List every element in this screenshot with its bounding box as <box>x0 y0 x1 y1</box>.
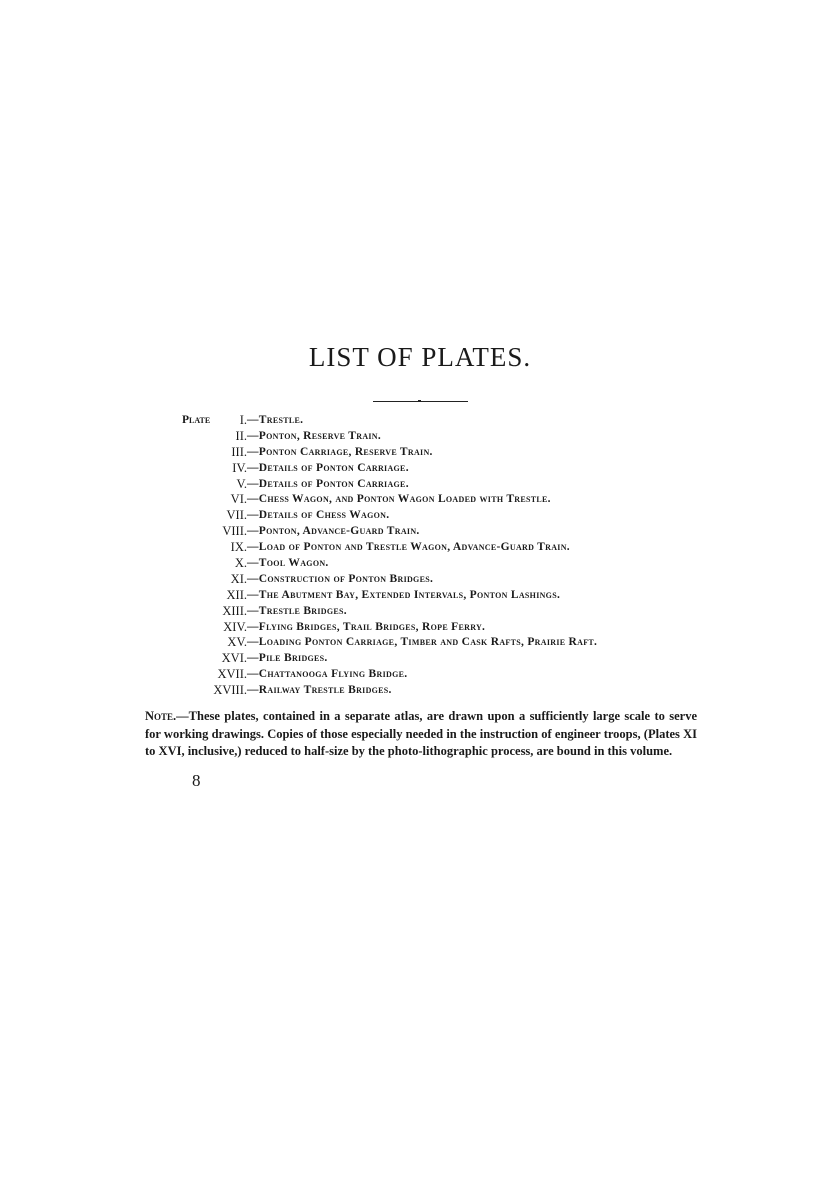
plate-entry <box>0 508 840 524</box>
plate-title: —Flying Bridges, Trail Bridges, Rope Ferry. <box>247 620 486 633</box>
plate-number: IV. <box>232 460 247 475</box>
page-number: 8 <box>192 771 201 790</box>
plate-entry <box>0 445 840 461</box>
plate-entry <box>0 620 840 636</box>
plate-title: —Details of Chess Wagon. <box>247 509 390 522</box>
plate-number: VII. <box>226 508 247 523</box>
plate-entry <box>0 556 840 572</box>
plate-title: —Tool Wagon. <box>247 557 329 570</box>
plate-number: III. <box>231 444 247 459</box>
plate-entry <box>0 651 840 667</box>
plate-title: —Construction of Ponton Bridges. <box>247 572 434 585</box>
plate-entry <box>0 413 840 429</box>
plate-title: —Details of Ponton Carriage. <box>247 461 409 474</box>
plate-entry <box>0 572 840 588</box>
plate-number: XVIII. <box>213 683 247 698</box>
plate-title: —Ponton, Reserve Train. <box>247 429 382 442</box>
page-title: LIST OF PLATES. <box>308 342 532 372</box>
plate-title: —Chattanooga Flying Bridge. <box>247 668 408 681</box>
plate-number: I. <box>239 413 247 427</box>
plate-title: —Load of Ponton and Trestle Wagon, Advance-Guard Train. <box>247 541 570 554</box>
note-text: These plates, contained in a separate atlas, are drawn upon a sufficiently large scale to serve for working drawings. Copies of those especially needed in the instruction of engineer troops, (Plates XI to XVI, inclusive,) reduced to half-size by the photo-lithographic process, are bound in this volume. <box>145 709 697 758</box>
plate-number: XII. <box>226 587 247 602</box>
plate-number: VI. <box>230 492 247 507</box>
plate-entry <box>0 461 840 477</box>
plate-number: XI. <box>230 571 247 586</box>
plate-title: —Loading Ponton Carriage, Timber and Cask Rafts, Prairie Raft. <box>247 636 598 649</box>
plate-entry <box>0 492 840 508</box>
plate-title: —Pile Bridges. <box>247 652 328 665</box>
plate-entry <box>0 429 840 445</box>
title-divider <box>373 401 468 402</box>
plate-label: Plate <box>182 414 211 426</box>
note-paragraph: Note.—These plates, contained in a separate atlas, are drawn upon a sufficiently large scale to serve for working drawings. Copies of those especially needed in the instruction of engineer troops, (Plates XI to XVI, inclusive,) reduced to half-size by the photo-lithographic process, are bound in this volume. <box>145 709 697 758</box>
plate-entry <box>0 524 840 540</box>
plate-number: V. <box>236 476 247 491</box>
plate-title: —Railway Trestle Bridges. <box>247 684 392 697</box>
plate-number: IX. <box>230 540 247 555</box>
plate-number: XV. <box>227 635 247 650</box>
plate-entry <box>0 604 840 620</box>
plate-number: XVII. <box>217 667 247 682</box>
note-lead: Note. <box>145 709 177 723</box>
plate-entry <box>0 635 840 651</box>
plate-number: XIV. <box>223 619 247 634</box>
plate-entry <box>0 667 840 683</box>
plates-list <box>0 413 840 699</box>
plate-title: —Ponton Carriage, Reserve Train. <box>247 445 433 458</box>
plate-entry <box>0 683 840 699</box>
plate-title: —The Abutment Bay, Extended Intervals, Ponton Lashings. <box>247 588 561 601</box>
plate-number: XIII. <box>222 603 247 618</box>
plate-title: —Chess Wagon, and Ponton Wagon Loaded with Trestle. <box>247 493 551 506</box>
plate-number: VIII. <box>222 524 247 539</box>
plate-number: X. <box>234 556 247 571</box>
plate-number: II. <box>235 428 247 443</box>
plate-entry <box>0 540 840 556</box>
plate-title: —Trestle Bridges. <box>247 604 347 617</box>
plate-number: XVI. <box>221 651 247 666</box>
plate-entry <box>0 588 840 604</box>
plate-entry <box>0 477 840 493</box>
plate-title: —Ponton, Advance-Guard Train. <box>247 525 420 538</box>
plate-title: —Trestle. <box>247 414 304 426</box>
plate-title: —Details of Ponton Carriage. <box>247 477 409 490</box>
